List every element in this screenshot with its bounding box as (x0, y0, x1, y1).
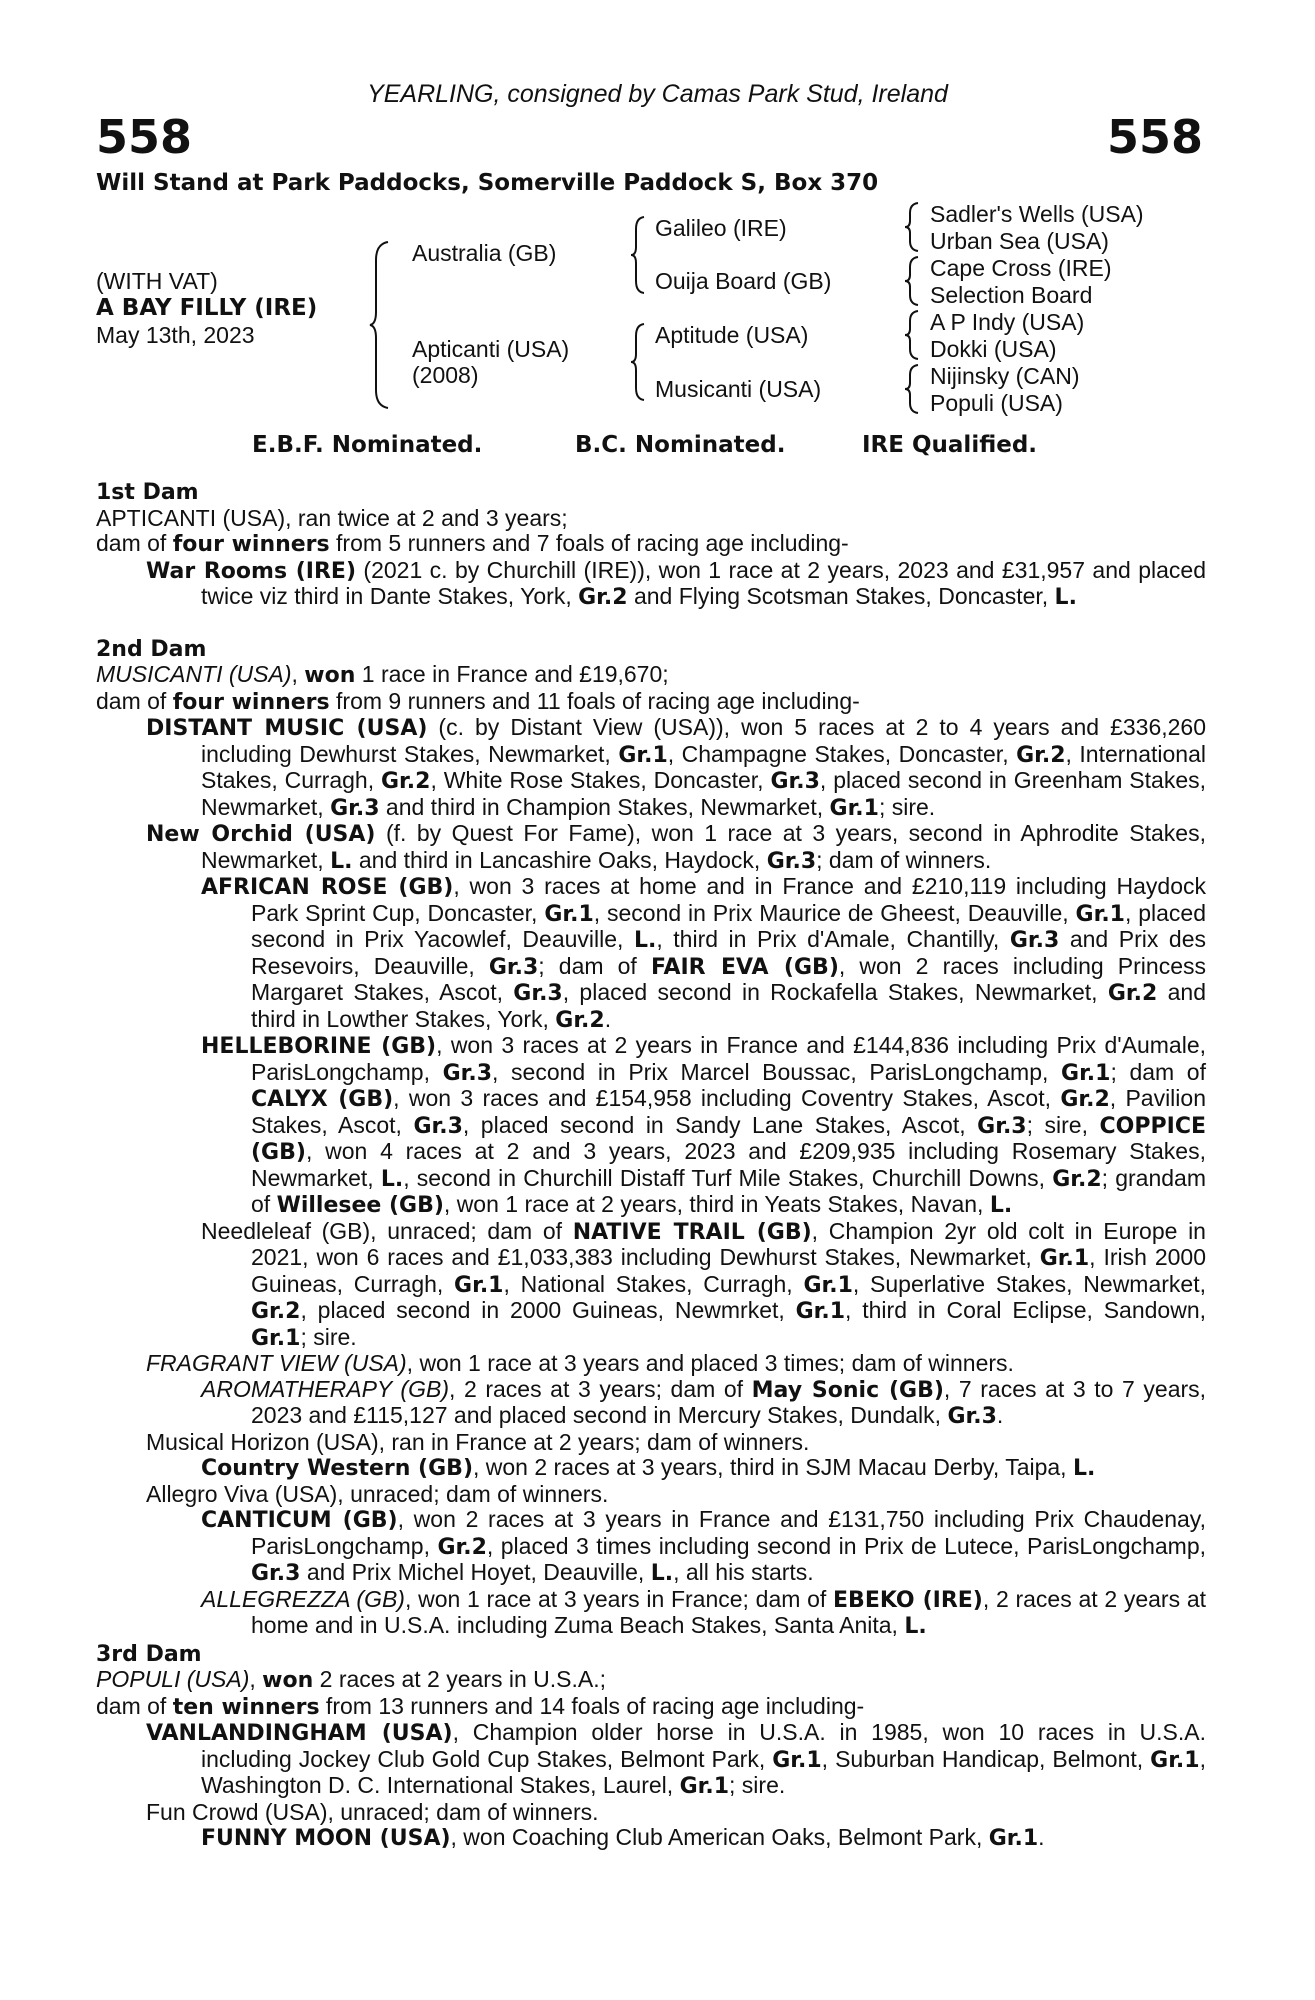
produce-war-rooms: War Rooms (IRE) (2021 c. by Churchill (IRE)), won 1 race at 2 years, 2023 and £31,957 and placed twice viz third in Dante Stakes, York, Gr.2 and Flying Scotsman Stakes, Doncaster, L. (146, 556, 1206, 610)
second-dam-record: dam of four winners from 9 runners and 11 foals of racing age including- (96, 687, 860, 715)
vat-note: (WITH VAT) (96, 268, 218, 294)
second-dam-summary: MUSICANTI (USA), won 1 race in France and £19,670; (96, 661, 669, 688)
first-dam-heading: 1st Dam (96, 480, 199, 505)
horse-name: A BAY FILLY (IRE) (96, 295, 318, 321)
dam-sire: Aptitude (USA) (655, 322, 809, 348)
produce-fun-crowd: Fun Crowd (USA), unraced; dam of winners. (146, 1798, 599, 1825)
bc-nominated: B.C. Nominated. (575, 432, 786, 458)
consignment-line: YEARLING, consigned by Camas Park Stud, Ireland (367, 80, 948, 108)
brace-g1 (902, 201, 922, 253)
foaling-date: May 13th, 2023 (96, 322, 255, 348)
brace-dam (628, 322, 648, 402)
sire-sire: Galileo (IRE) (655, 215, 787, 241)
ebf-nominated: E.B.F. Nominated. (252, 432, 483, 458)
first-dam-record: dam of four winners from 5 runners and 7 foals of racing age including- (96, 530, 849, 557)
dam-name: Apticanti (USA) (412, 336, 570, 362)
produce-new-orchid: New Orchid (USA) (f. by Quest For Fame), won 1 race at 3 years, second in Aphrodite Stakes, Newmarket, L. and third in Lancashire Oaks, Haydock, Gr.3; dam of winners. (146, 820, 1206, 874)
ire-qualified: IRE Qualified. (862, 432, 1038, 458)
lot-number-right: 558 (1106, 110, 1203, 164)
brace-sire (628, 215, 648, 295)
produce-country-western: Country Western (GB), won 2 races at 3 years, third in SJM Macau Derby, Taipa, L. (201, 1454, 1096, 1481)
produce-vanlandingham: VANLANDINGHAM (USA), Champion older horse in U.S.A. in 1985, won 10 races in U.S.A. including Jockey Club Gold Cup Stakes, Belmont Park, Gr.1, Suburban Handicap, Belmont, Gr.1, Washington D. C. International Stakes, Laurel, Gr.1; sire. (146, 1719, 1206, 1799)
dam-year: (2008) (412, 362, 479, 388)
stand-location: Will Stand at Park Paddocks, Somerville Paddock S, Box 370 (96, 170, 879, 196)
second-dam-heading: 2nd Dam (96, 636, 207, 662)
produce-fragrant-view: FRAGRANT VIEW (USA), won 1 race at 3 years and placed 3 times; dam of winners. (146, 1350, 1014, 1376)
grandsire-3: A P Indy (USA) (930, 309, 1085, 335)
grandsire-1: Sadler's Wells (USA) (930, 201, 1144, 227)
brace-g2 (902, 255, 922, 307)
third-dam-record: dam of ten winners from 13 runners and 14 foals of racing age including- (96, 1692, 865, 1720)
granddam-4: Populi (USA) (930, 390, 1063, 416)
produce-canticum: CANTICUM (GB), won 2 races at 3 years in France and £131,750 including Prix Chaudenay, ParisLongchamp, Gr.2, placed 3 times including second in Prix de Lutece, ParisLongchamp, Gr.3 and Prix Michel Hoyet, Deauville, L., all his starts. (201, 1506, 1206, 1586)
brace-g3 (902, 309, 922, 361)
brace-main (368, 240, 392, 410)
grandsire-4: Nijinsky (CAN) (930, 363, 1080, 389)
lot-number-left: 558 (96, 110, 193, 164)
dam-dam: Musicanti (USA) (655, 376, 822, 402)
sire-dam: Ouija Board (GB) (655, 268, 832, 294)
granddam-2: Selection Board (930, 282, 1093, 308)
third-dam-heading: 3rd Dam (96, 1641, 202, 1667)
produce-distant-music: DISTANT MUSIC (USA) (c. by Distant View (USA)), won 5 races at 2 to 4 years and £336,260 including Dewhurst Stakes, Newmarket, Gr.1, Champagne Stakes, Doncaster, Gr.2, International Stakes, Curragh, Gr.2, White Rose Stakes, Doncaster, Gr.3, placed second in Greenham Stakes, Newmarket, Gr.3 and third in Champion Stakes, Newmarket, Gr.1; sire. (146, 714, 1207, 821)
granddam-3: Dokki (USA) (930, 336, 1057, 362)
first-dam-summary: APTICANTI (USA), ran twice at 2 and 3 years; (96, 504, 568, 531)
grandsire-2: Cape Cross (IRE) (930, 255, 1112, 281)
produce-needleleaf: Needleleaf (GB), unraced; dam of NATIVE TRAIL (GB), Champion 2yr old colt in Europe in 2021, won 6 races and £1,033,383 including Dewhurst Stakes, Newmarket, Gr.1, Irish 2000 Guineas, Curragh, Gr.1, National Stakes, Curragh, Gr.1, Superlative Stakes, Newmarket, Gr.2, placed second in 2000 Guineas, Newmrket, Gr.1, third in Coral Eclipse, Sandown, Gr.1; sire. (201, 1217, 1207, 1351)
brace-g4 (902, 363, 922, 415)
dam-produce-record (96, 480, 1206, 1852)
produce-african-rose: AFRICAN ROSE (GB), won 3 races at home and in France and £210,119 including Haydock Park Sprint Cup, Doncaster, Gr.1, second in Prix Maurice de Gheest, Deauville, Gr.1, placed second in Prix Yacowlef, Deauville, L., third in Prix d'Amale, Chantilly, Gr.3 and Prix des Resevoirs, Deauville, Gr.3; dam of FAIR EVA (GB), won 2 races including Princess Margaret Stakes, Ascot, Gr.3, placed second in Rockafella Stakes, Newmarket, Gr.2 and third in Lowther Stakes, York, Gr.2. (201, 873, 1207, 1033)
produce-aromatherapy: AROMATHERAPY (GB), 2 races at 3 years; dam of May Sonic (GB), 7 races at 3 to 7 years, 2023 and £115,127 and placed second in Mercury Stakes, Dundalk, Gr.3. (201, 1375, 1207, 1429)
produce-musical-horizon: Musical Horizon (USA), ran in France at 2 years; dam of winners. (146, 1428, 810, 1455)
produce-allegro-viva: Allegro Viva (USA), unraced; dam of winners. (146, 1480, 609, 1507)
sire-name: Australia (GB) (412, 240, 557, 266)
third-dam-summary: POPULI (USA), won 2 races at 2 years in U.S.A.; (96, 1666, 606, 1693)
produce-allegrezza: ALLEGREZZA (GB), won 1 race at 3 years in France; dam of EBEKO (IRE), 2 races at 2 years at home and in U.S.A. including Zuma Beach Stakes, Santa Anita, L. (201, 1585, 1206, 1639)
produce-helleborine: HELLEBORINE (GB), won 3 races at 2 years in France and £144,836 including Prix d'Aumale, ParisLongchamp, Gr.3, second in Prix Marcel Boussac, ParisLongchamp, Gr.1; dam of CALYX (GB), won 3 races and £154,958 including Coventry Stakes, Ascot, Gr.2, Pavilion Stakes, Ascot, Gr.3, placed second in Sandy Lane Stakes, Ascot, Gr.3; sire, COPPICE (GB), won 4 races at 2 and 3 years, 2023 and £209,935 including Rosemary Stakes, Newmarket, L., second in Churchill Distaff Turf Mile Stakes, Churchill Downs, Gr.2; grandam of Willesee (GB), won 1 race at 2 years, third in Yeats Stakes, Navan, L. (201, 1032, 1207, 1218)
granddam-1: Urban Sea (USA) (930, 228, 1109, 254)
produce-funny-moon: FUNNY MOON (USA), won Coaching Club American Oaks, Belmont Park, Gr.1. (201, 1824, 1045, 1851)
